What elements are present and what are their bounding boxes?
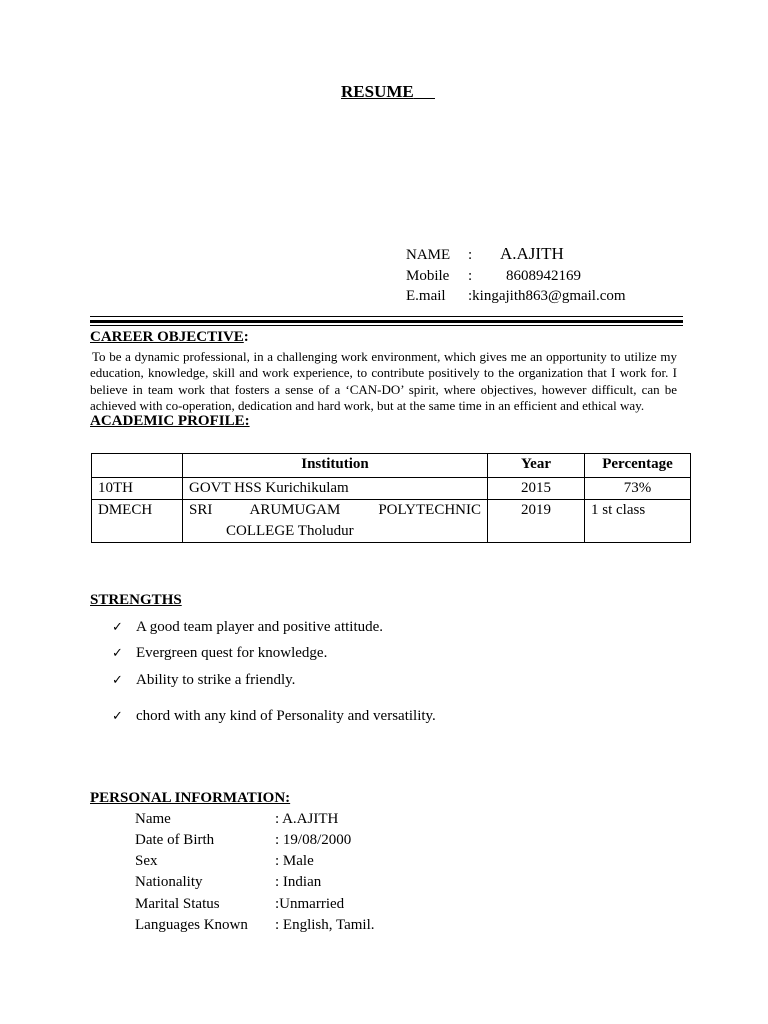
header-institution: Institution [183, 454, 488, 478]
contact-mobile-label: Mobile [406, 268, 450, 284]
divider-thin-bottom [90, 325, 683, 326]
cell-year: 2015 [488, 478, 585, 500]
cell-institution: GOVT HSS Kurichikulam [183, 478, 488, 500]
contact-email-label: E.mail [406, 288, 446, 304]
cell-year: 2019 [488, 500, 585, 543]
checkmark-icon: ✓ [112, 673, 123, 688]
header-year: Year [488, 454, 585, 478]
personal-info-row: Marital Status :Unmarried [135, 896, 345, 912]
table-row [92, 478, 691, 500]
checkmark-icon: ✓ [112, 709, 123, 724]
checkmark-icon: ✓ [112, 646, 123, 661]
list-item: ✓ chord with any kind of Personality and versatility. [112, 708, 436, 724]
cell-course: DMECH [92, 500, 183, 543]
personal-info-row: Nationality : Indian [135, 874, 322, 890]
contact-email-row [406, 288, 626, 305]
personal-info-heading: PERSONAL INFORMATION: [90, 790, 291, 806]
contact-name-value: A.AJITH [500, 244, 564, 263]
cell-institution [183, 500, 488, 543]
personal-info-row: Sex : Male [135, 853, 314, 869]
header-course [92, 454, 183, 478]
cell-percentage: 1 st class [585, 500, 691, 543]
contact-name-row [406, 244, 564, 264]
career-objective-heading: CAREER OBJECTIVE: [90, 329, 249, 345]
personal-info-row: Date of Birth : 19/08/2000 [135, 832, 352, 848]
contact-mobile-value: 8608942169 [506, 268, 581, 284]
header-percentage: Percentage [585, 454, 691, 478]
table-row [92, 500, 691, 543]
divider-thick [90, 320, 683, 323]
career-objective-text: To be a dynamic professional, in a challenging work environment, which gives me an opportunity to utilize my education, knowledge, skill and work experience, to contribute positively to the organization that I work for. I believe in team work that fosters a sense of a ‘CAN-DO’ spirit, where objectives, however difficult, can be achieved with co-operation, dedication and hard work, but at the same time in an efficient and ethical way. [90, 349, 677, 413]
personal-info-row: Name : A.AJITH [135, 811, 339, 827]
strengths-heading: STRENGTHS [90, 592, 182, 608]
academic-profile-heading: ACADEMIC PROFILE: [90, 413, 250, 429]
list-item: ✓ Ability to strike a friendly. [112, 672, 296, 688]
checkmark-icon: ✓ [112, 620, 123, 635]
contact-email-value: kingajith863@gmail.com [472, 288, 626, 304]
cell-percentage: 73% [585, 478, 691, 500]
contact-mobile-sep: : [468, 268, 473, 284]
contact-email-sep: : [468, 288, 473, 304]
contact-name-label: NAME [406, 247, 451, 263]
cell-course: 10TH [92, 478, 183, 500]
contact-mobile-row [406, 268, 581, 285]
academic-header-row [92, 454, 691, 478]
contact-name-sep: : [468, 247, 473, 263]
academic-table [91, 453, 691, 543]
cell-institution-line1: SRI ARUMUGAM POLYTECHNIC [189, 502, 481, 518]
resume-title: RESUME [341, 82, 414, 101]
list-item: ✓ Evergreen quest for knowledge. [112, 645, 328, 661]
divider-thin-top [90, 316, 683, 317]
personal-info-row: Languages Known : English, Tamil. [135, 917, 375, 933]
list-item: ✓ A good team player and positive attitude. [112, 619, 384, 635]
cell-institution-line2: COLLEGE Tholudur [226, 523, 354, 539]
